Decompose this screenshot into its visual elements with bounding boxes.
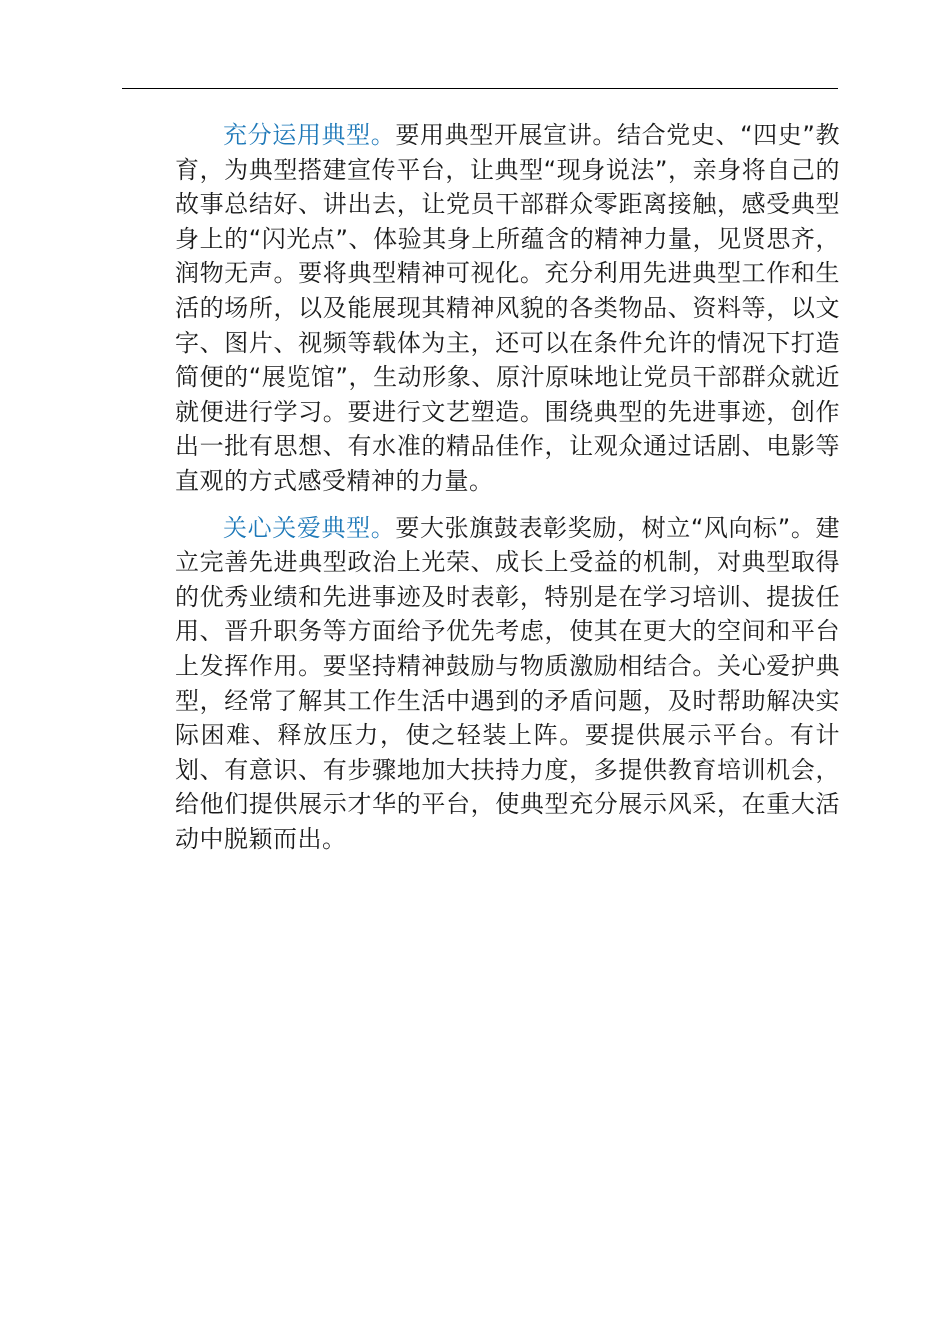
header-rule: [122, 88, 838, 89]
paragraph-heading: 关心关爱典型。: [223, 513, 396, 542]
paragraph-text: 要用典型开展宣讲。结合党史、“四史”教育，为典型搭建宣传平台，让典型“现身说法”，亲身将自己的故事总结好、讲出去，让党员干部群众零距离接触，感受典型身上的“闪光点”、体验其身上所蕴含的精神力量，见贤思齐，润物无声。要将典型精神可视化。充分利用先进典型工作和生活的场所，以及能展现其精神风貌的各类物品、资料等，以文字、图片、视频等载体为主，还可以在条件允许的情况下打造简便的“展览馆”，生动形象、原汁原味地让党员干部群众就近就便进行学习。要进行文艺塑造。围绕典型的先进事迹，创作出一批有思想、有水准的精品佳作，让观众通过话剧、电影等直观的方式感受精神的力量。: [175, 121, 840, 495]
paragraph-care-models: [175, 511, 840, 857]
document-body: [175, 118, 840, 868]
paragraph-heading: 充分运用典型。: [223, 121, 396, 149]
paragraph-use-models: [175, 118, 840, 499]
paragraph-text: 要大张旗鼓表彰奖励，树立“风向标”。建立完善先进典型政治上光荣、成长上受益的机制，对典型取得的优秀业绩和先进事迹及时表彰，特别是在学习培训、提拔任用、晋升职务等方面给予优先考虑，使其在更大的空间和平台上发挥作用。要坚持精神鼓励与物质激励相结合。关心爱护典型，经常了解其工作生活中遇到的矛盾问题，及时帮助解决实际困难、释放压力，使之轻装上阵。要提供展示平台。有计划、有意识、有步骤地加大扶持力度，多提供教育培训机会，给他们提供展示才华的平台，使典型充分展示风采，在重大活动中脱颖而出。: [175, 513, 840, 853]
